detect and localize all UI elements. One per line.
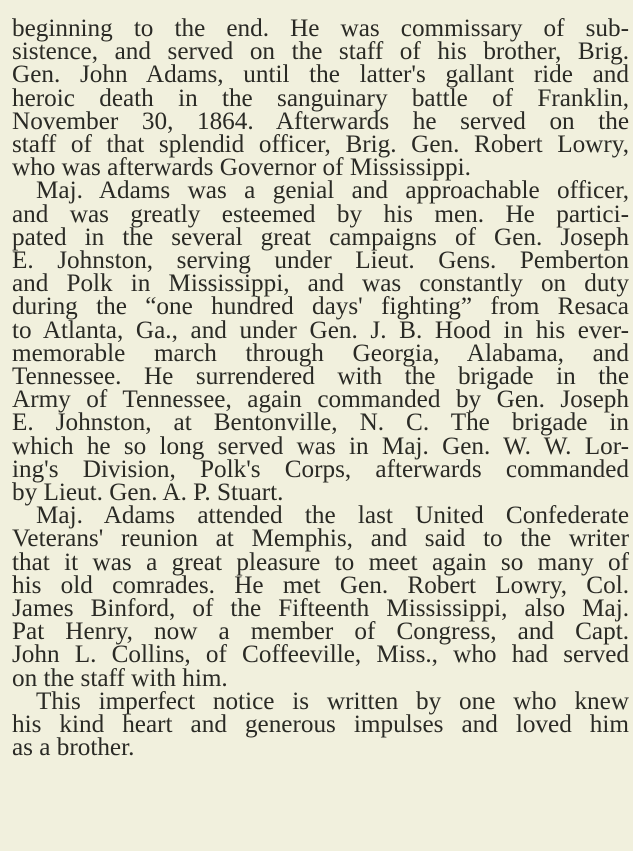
text-line: beginning to the end. He was commissary of sub-: [12, 15, 629, 42]
text-line: during the “one hundred days' fighting” from Resaca: [12, 293, 629, 321]
text-line: memorable march through Georgia, Alabama, and: [12, 339, 629, 367]
text-line: that it was a great pleasure to meet again so many of: [12, 548, 629, 576]
text-line: and was greatly esteemed by his men. He partici-: [12, 200, 629, 228]
text-line: E. Johnston, at Bentonville, N. C. The brigade in: [12, 409, 629, 437]
text-line: John L. Collins, of Coffeeville, Miss., who had served: [12, 641, 629, 669]
text-line: November 30, 1864. Afterwards he served on the: [12, 107, 629, 135]
text-line: Pat Henry, now a member of Congress, and Capt.: [12, 618, 629, 646]
text-line: Gen. John Adams, until the latter's gallant ride and: [12, 61, 629, 89]
text-line: Army of Tennessee, again commanded by Gen. Joseph: [12, 386, 629, 414]
text-line: Maj. Adams was a genial and approachable officer,: [36, 177, 629, 205]
text-line: heroic death in the sanguinary battle of Franklin,: [12, 84, 629, 112]
text-line: his old comrades. He met Gen. Robert Lowry, Col.: [12, 571, 629, 599]
paragraph-3: [12, 504, 629, 690]
text-line: Veterans' reunion at Memphis, and said to the writer: [12, 525, 629, 553]
text-line: as a brother.: [12, 734, 135, 762]
text-line: Maj. Adams attended the last United Confederate: [36, 502, 629, 530]
text-line: and Polk in Mississippi, and was constantly on duty: [12, 270, 629, 298]
text-line: ing's Division, Polk's Corps, afterwards commanded: [12, 455, 629, 483]
paragraph-1: [12, 15, 629, 182]
text-line: sistence, and served on the staff of his brother, Brig.: [12, 38, 629, 66]
text-line: James Binford, of the Fifteenth Mississippi, also Maj.: [12, 595, 629, 623]
paragraph-2: [12, 177, 629, 507]
text-line: which he so long served was in Maj. Gen. W. W. Lor-: [12, 432, 629, 460]
text-line: Tennessee. He surrendered with the brigade in the: [12, 363, 629, 391]
text-line: to Atlanta, Ga., and under Gen. J. B. Hood in his ever-: [12, 316, 629, 344]
text-line: on the staff with him.: [12, 664, 228, 692]
text-line: staff of that splendid officer, Brig. Gen. Robert Lowry,: [12, 131, 629, 159]
text-line: This imperfect notice is written by one who knew: [36, 687, 629, 715]
text-line: pated in the several great campaigns of Gen. Joseph: [12, 223, 629, 251]
text-line: who was afterwards Governor of Mississippi.: [12, 154, 471, 182]
text-line: by Lieut. Gen. A. P. Stuart.: [12, 479, 284, 507]
text-line: his kind heart and generous impulses and loved him: [12, 711, 629, 739]
paragraph-4: [12, 687, 629, 762]
text-line: E. Johnston, serving under Lieut. Gens. Pemberton: [12, 247, 629, 275]
